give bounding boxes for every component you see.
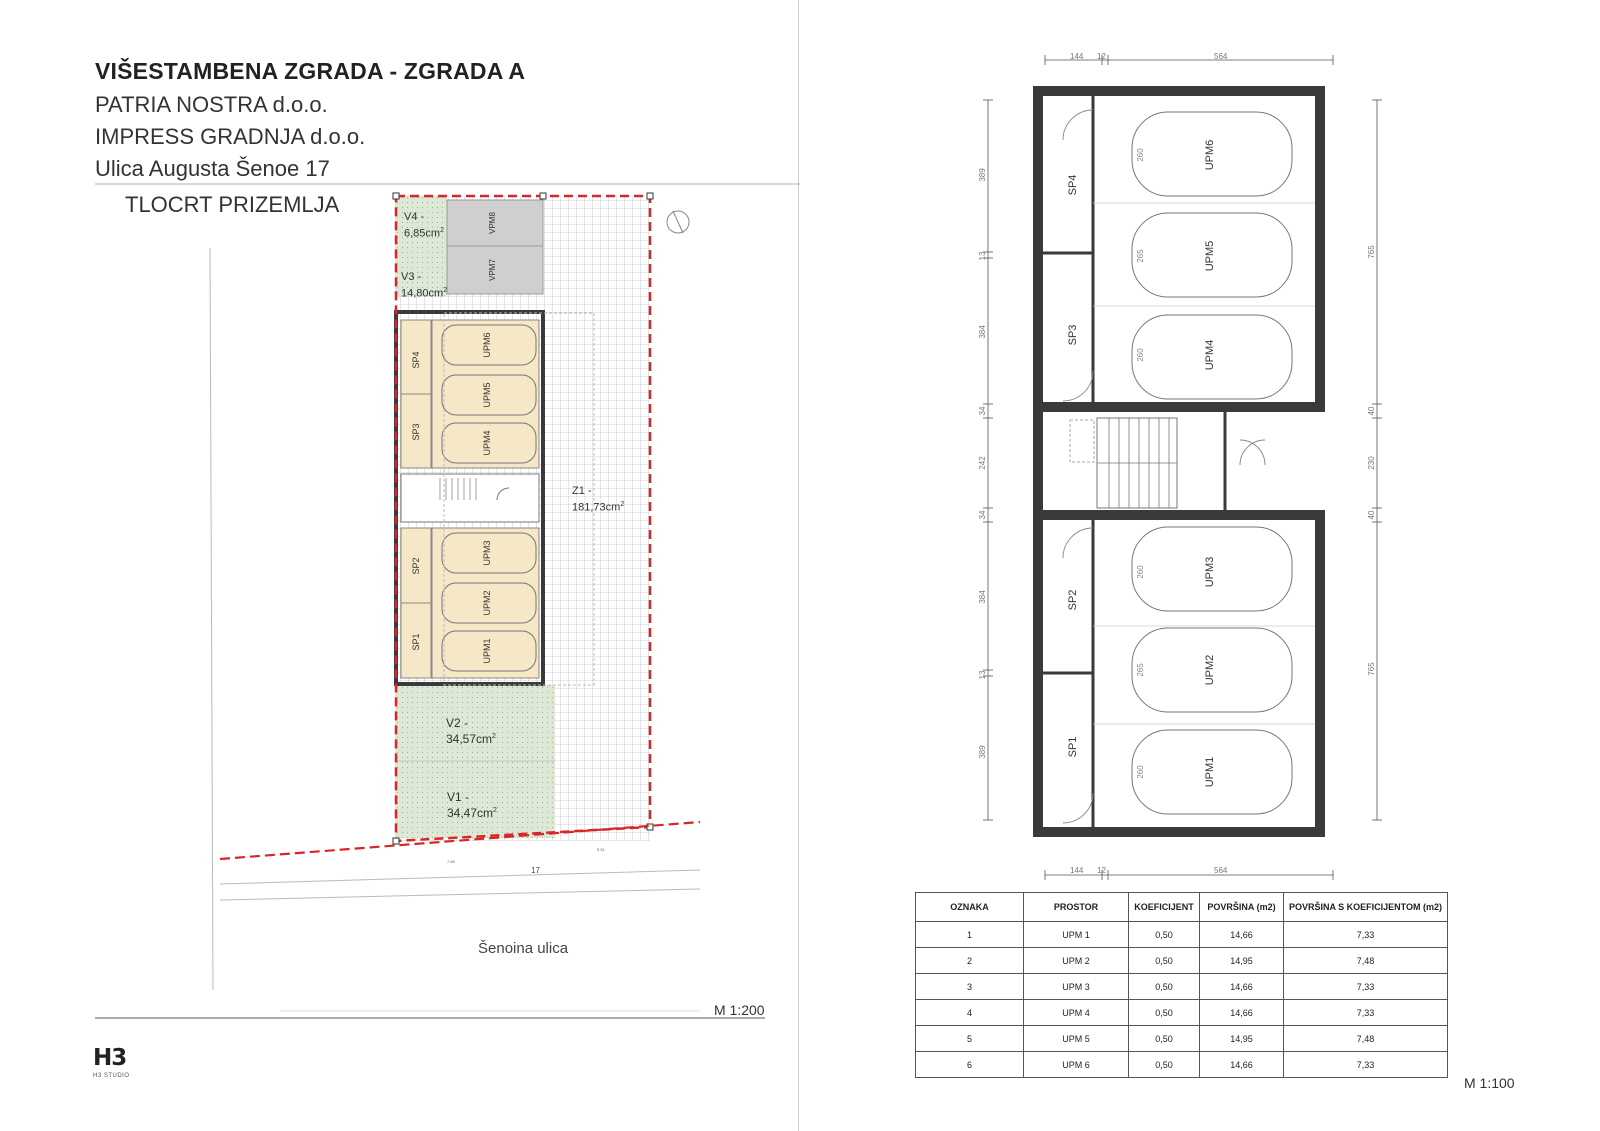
neighbor-boundary bbox=[210, 248, 213, 990]
cell-oznaka: 1 bbox=[916, 922, 1024, 948]
spot-dim: 260 bbox=[1136, 148, 1145, 162]
cell-povrsina-koef: 7,48 bbox=[1284, 1026, 1448, 1052]
upm3-label: UPM3 bbox=[482, 540, 492, 566]
bottom-dim: 144 bbox=[1070, 866, 1084, 875]
site-dimension: 5.51 bbox=[597, 847, 605, 852]
cell-povrsina-koef: 7,33 bbox=[1284, 922, 1448, 948]
studio-logo: H3 bbox=[93, 1045, 127, 1071]
kerb-line-2 bbox=[220, 889, 700, 900]
upm6-label: UPM6 bbox=[482, 332, 492, 358]
bay-dividers bbox=[1093, 203, 1315, 724]
cell-oznaka: 4 bbox=[916, 1000, 1024, 1026]
left-dim: 34 bbox=[978, 406, 987, 416]
studio-name: H3 STUDIO bbox=[93, 1073, 130, 1079]
sp3-label: SP3 bbox=[411, 423, 421, 441]
spot-dim: 260 bbox=[1136, 765, 1145, 779]
street-name: Šenoina ulica bbox=[478, 940, 569, 957]
zone-v1-label: V1 - $34,47cm^2$ bbox=[447, 790, 497, 820]
house-number: 17 bbox=[531, 866, 540, 875]
top-dim: 12 bbox=[1097, 52, 1106, 61]
table-row bbox=[916, 1000, 1448, 1026]
cell-koeficijent: 0,50 bbox=[1129, 1052, 1200, 1078]
cell-povrsina-koef: 7,33 bbox=[1284, 974, 1448, 1000]
sp1-label: SP1 bbox=[411, 633, 421, 651]
left-dim: 13 bbox=[978, 670, 987, 680]
cell-povrsina: 14,66 bbox=[1200, 1052, 1284, 1078]
stair-treads bbox=[1097, 418, 1177, 508]
table-row bbox=[916, 948, 1448, 974]
vpm8-label: VPM8 bbox=[488, 212, 497, 234]
cell-prostor: UPM 5 bbox=[1024, 1026, 1129, 1052]
table-row bbox=[916, 922, 1448, 948]
cell-koeficijent: 0,50 bbox=[1129, 1000, 1200, 1026]
cell-prostor: UPM 1 bbox=[1024, 922, 1129, 948]
spot-dim: 260 bbox=[1136, 348, 1145, 362]
top-dim: 564 bbox=[1214, 52, 1228, 61]
spot-dim: 265 bbox=[1136, 663, 1145, 677]
sp4-label: SP4 bbox=[1067, 174, 1079, 196]
cell-povrsina: 14,66 bbox=[1200, 1000, 1284, 1026]
table-row bbox=[916, 1026, 1448, 1052]
plan-title: TLOCRT PRIZEMLJA bbox=[125, 192, 340, 217]
zone-v4-label: V4 - $6,85cm^2$ bbox=[404, 211, 444, 240]
spot-dim: 265 bbox=[1136, 249, 1145, 263]
bottom-dim: 12 bbox=[1097, 866, 1106, 875]
cell-koeficijent: 0,50 bbox=[1129, 922, 1200, 948]
left-dim: 34 bbox=[978, 510, 987, 520]
upm5-label: UPM5 bbox=[1204, 240, 1216, 272]
header-povrsina-koef: POVRŠINA S KOEFICIJENTOM (m2) bbox=[1284, 893, 1448, 922]
cell-koeficijent: 0,50 bbox=[1129, 974, 1200, 1000]
detail-plan-scale: M 1:100 bbox=[1464, 1075, 1515, 1091]
cell-povrsina: 14,66 bbox=[1200, 974, 1284, 1000]
right-dim: 40 bbox=[1367, 406, 1376, 416]
cell-oznaka: 3 bbox=[916, 974, 1024, 1000]
upm3-label: UPM3 bbox=[1204, 556, 1216, 588]
upm6-label: UPM6 bbox=[1204, 139, 1216, 171]
spot-dim: 260 bbox=[1136, 565, 1145, 579]
header-koeficijent: KOEFICIJENT bbox=[1129, 893, 1200, 922]
left-dim: 389 bbox=[978, 168, 987, 182]
header-oznaka: OZNAKA bbox=[916, 893, 1024, 922]
company-name-1: PATRIA NOSTRA d.o.o. bbox=[95, 92, 328, 117]
kerb-line-1 bbox=[220, 870, 700, 884]
stair-landing bbox=[1070, 420, 1094, 462]
zone-v3-label: V3 - $14,80cm^2$ bbox=[401, 271, 448, 300]
corner-marker bbox=[540, 193, 546, 199]
site-dimension: 7.66 bbox=[447, 859, 455, 864]
left-dim: 384 bbox=[978, 325, 987, 339]
cell-povrsina: 14,95 bbox=[1200, 1026, 1284, 1052]
zone-v2-label: V2 - $34,57cm^2$ bbox=[446, 716, 496, 746]
bottom-dim: 564 bbox=[1214, 866, 1228, 875]
cell-povrsina-koef: 7,48 bbox=[1284, 948, 1448, 974]
company-name-2: IMPRESS GRADNJA d.o.o. bbox=[95, 124, 366, 149]
site-address: Ulica Augusta Šenoe 17 bbox=[95, 156, 330, 181]
cell-prostor: UPM 4 bbox=[1024, 1000, 1129, 1026]
table-row bbox=[916, 974, 1448, 1000]
sp1-label: SP1 bbox=[1067, 736, 1079, 758]
north-arrow-needle bbox=[673, 211, 683, 233]
cell-povrsina: 14,95 bbox=[1200, 948, 1284, 974]
vpm7-label: VPM7 bbox=[488, 259, 497, 281]
top-dim: 144 bbox=[1070, 52, 1084, 61]
left-dim: 389 bbox=[978, 745, 987, 759]
sp4-label: SP4 bbox=[411, 351, 421, 369]
bottom-dimension-line bbox=[1045, 870, 1333, 880]
cell-prostor: UPM 6 bbox=[1024, 1052, 1129, 1078]
upm4-label: UPM4 bbox=[1204, 339, 1216, 371]
cell-oznaka: 5 bbox=[916, 1026, 1024, 1052]
left-dim: 13 bbox=[978, 251, 987, 261]
sp3-label: SP3 bbox=[1067, 324, 1079, 346]
header-prostor: PROSTOR bbox=[1024, 893, 1129, 922]
table-header-row bbox=[916, 893, 1448, 922]
top-dimension-line bbox=[1045, 55, 1333, 65]
detail-plan-drawing bbox=[800, 0, 1600, 890]
upper-garage-walls bbox=[1038, 91, 1320, 407]
upm1-label: UPM1 bbox=[482, 638, 492, 664]
right-dim: 230 bbox=[1367, 456, 1376, 470]
area-table bbox=[915, 892, 1448, 1078]
site-plan-scale: M 1:200 bbox=[714, 1002, 765, 1018]
sp2-label: SP2 bbox=[411, 557, 421, 575]
corner-marker bbox=[393, 838, 399, 844]
cell-oznaka: 2 bbox=[916, 948, 1024, 974]
cell-oznaka: 6 bbox=[916, 1052, 1024, 1078]
cell-prostor: UPM 2 bbox=[1024, 948, 1129, 974]
corner-marker bbox=[393, 193, 399, 199]
sp2-label: SP2 bbox=[1067, 589, 1079, 611]
upm2-label: UPM2 bbox=[482, 590, 492, 616]
left-dim: 384 bbox=[978, 590, 987, 604]
corner-marker bbox=[647, 193, 653, 199]
cell-povrsina-koef: 7,33 bbox=[1284, 1052, 1448, 1078]
document-title: VIŠESTAMBENA ZGRADA - ZGRADA A bbox=[95, 58, 526, 84]
header-povrsina: POVRŠINA (m2) bbox=[1200, 893, 1284, 922]
cell-povrsina-koef: 7,33 bbox=[1284, 1000, 1448, 1026]
cell-prostor: UPM 3 bbox=[1024, 974, 1129, 1000]
cell-koeficijent: 0,50 bbox=[1129, 1026, 1200, 1052]
right-dim: 40 bbox=[1367, 510, 1376, 520]
right-dim: 765 bbox=[1367, 245, 1376, 259]
right-dim: 765 bbox=[1367, 662, 1376, 676]
cell-koeficijent: 0,50 bbox=[1129, 948, 1200, 974]
table-row bbox=[916, 1052, 1448, 1078]
upm1-label: UPM1 bbox=[1204, 756, 1216, 788]
zone-z1-label: Z1 - $181,73cm^2$ bbox=[572, 485, 625, 514]
cell-povrsina: 14,66 bbox=[1200, 922, 1284, 948]
double-door-swing bbox=[1240, 440, 1265, 465]
upm4-label: UPM4 bbox=[482, 430, 492, 456]
upm5-label: UPM5 bbox=[482, 382, 492, 408]
upm2-label: UPM2 bbox=[1204, 654, 1216, 686]
storage-doors bbox=[1063, 110, 1093, 823]
left-dim: 242 bbox=[978, 456, 987, 470]
